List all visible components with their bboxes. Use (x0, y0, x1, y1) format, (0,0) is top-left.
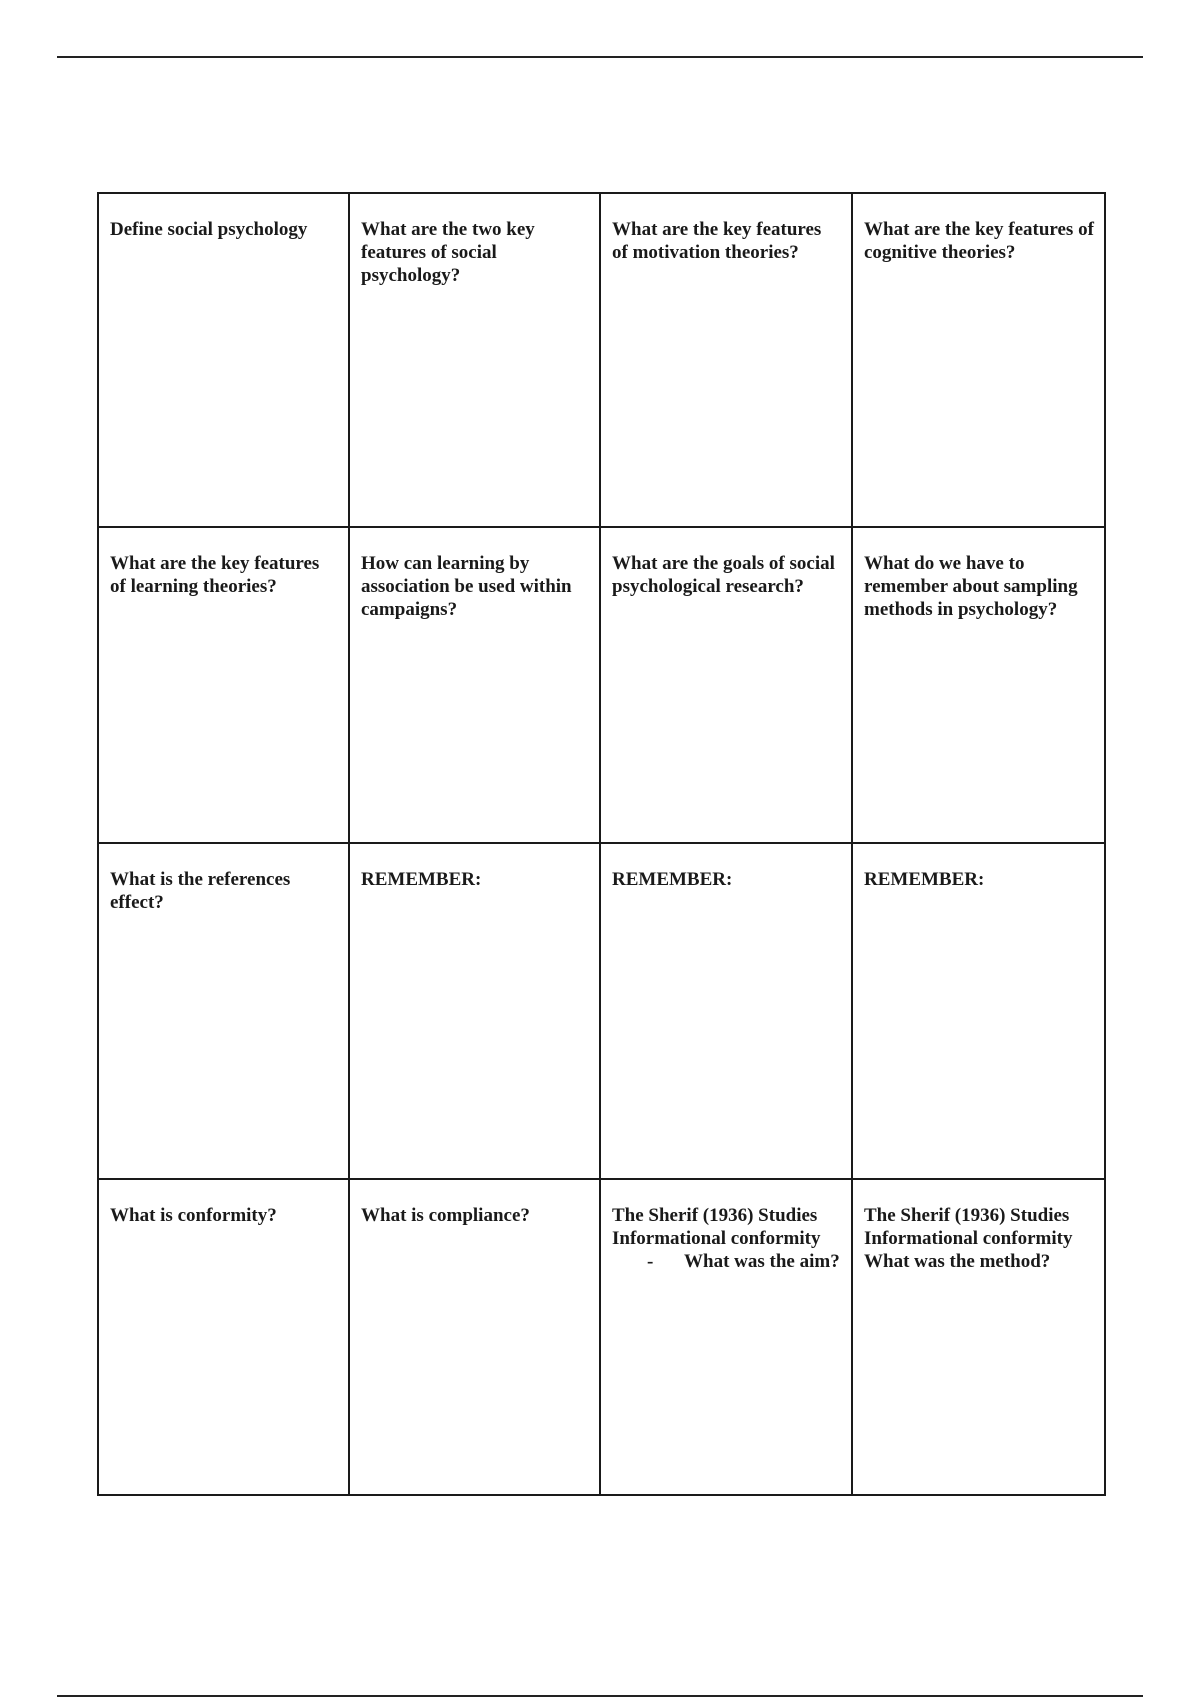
grid-cell (98, 843, 349, 1179)
question-text: What do we have to remember about sampling methods in psychology? (864, 553, 1078, 620)
bullet-dash: - (647, 1251, 654, 1272)
grid-cell (852, 843, 1105, 1179)
study-title: The Sherif (1936) Studies (864, 1205, 1070, 1226)
grid-row-3 (98, 843, 1105, 1179)
grid-cell (349, 1179, 600, 1495)
revision-question-grid (97, 192, 1106, 1496)
grid-cell (600, 1179, 852, 1495)
grid-row-1 (98, 193, 1105, 527)
study-topic: Informational conformity (612, 1228, 821, 1249)
question-text: What are the key features of motivation theories? (612, 219, 822, 263)
question-text: What are the key features of cognitive theories? (864, 219, 1094, 263)
remember-label: REMEMBER: (361, 869, 482, 890)
question-text: What is the references effect? (110, 869, 291, 913)
sub-question-text: What was the aim? (684, 1251, 840, 1272)
grid-cell (600, 527, 852, 843)
remember-label: REMEMBER: (864, 869, 985, 890)
grid-row-2 (98, 527, 1105, 843)
grid-cell (852, 1179, 1105, 1495)
grid-cell (349, 527, 600, 843)
grid-cell (852, 193, 1105, 527)
sub-question-list (612, 1250, 841, 1273)
grid-cell (349, 193, 600, 527)
grid-cell (600, 193, 852, 527)
grid-cell (349, 843, 600, 1179)
grid-cell (600, 843, 852, 1179)
grid-cell (98, 527, 349, 843)
question-text: How can learning by association be used within campaigns? (361, 553, 572, 620)
question-text: What is compliance? (361, 1205, 530, 1226)
grid-cell (98, 1179, 349, 1495)
question-text: What are the goals of social psychological research? (612, 553, 835, 597)
question-text: What are the two key features of social psychology? (361, 219, 535, 286)
question-text: What are the key features of learning theories? (110, 553, 320, 597)
question-text: What is conformity? (110, 1205, 277, 1226)
study-title: The Sherif (1936) Studies (612, 1205, 818, 1226)
footer-rule (57, 1695, 1143, 1697)
remember-label: REMEMBER: (612, 869, 733, 890)
grid-row-4 (98, 1179, 1105, 1495)
grid-cell (852, 527, 1105, 843)
question-text: Define social psychology (110, 219, 308, 240)
list-item (612, 1250, 841, 1273)
grid-cell (98, 193, 349, 527)
sub-question-text: What was the method? (864, 1251, 1051, 1272)
study-topic: Informational conformity (864, 1228, 1073, 1249)
header-rule (57, 56, 1143, 58)
